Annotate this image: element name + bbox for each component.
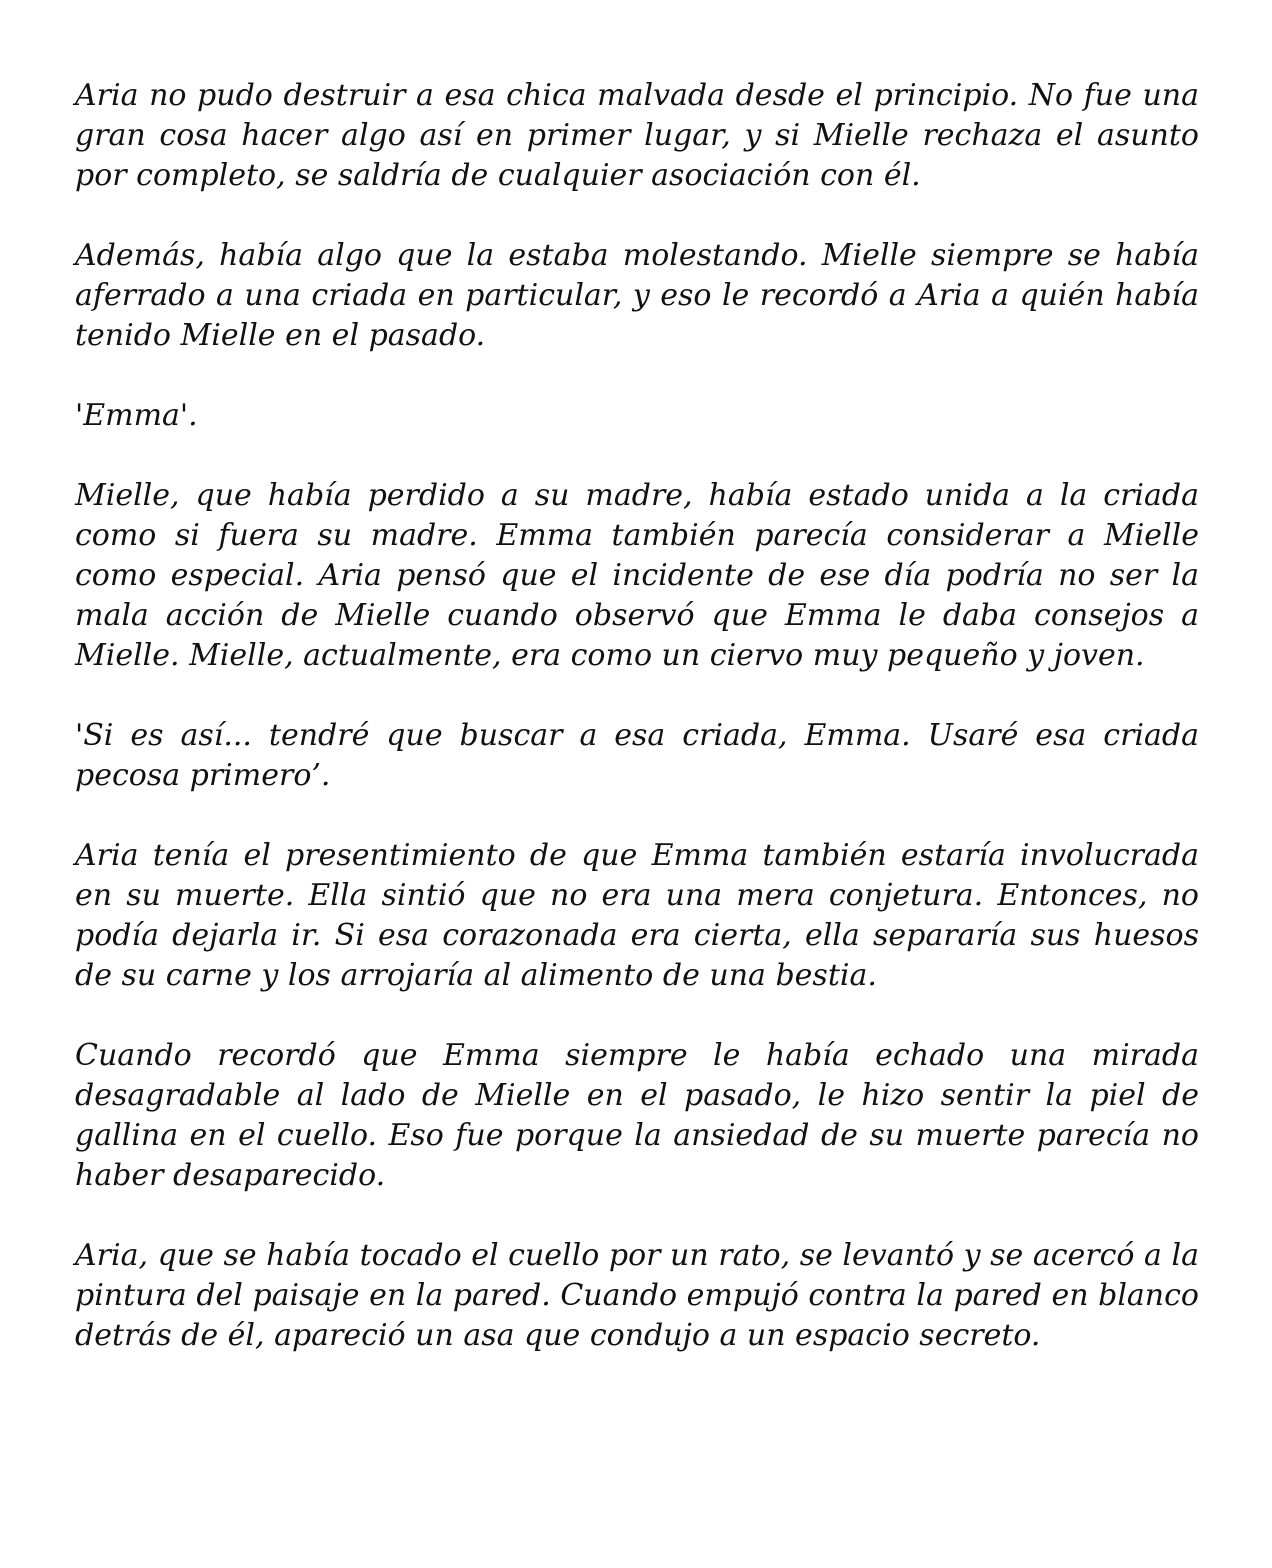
paragraph-6: Aria tenía el presentimiento de que Emma también estaría involucrada en su muerte. Ella sintió que no era una mera conjetura. Entonces, no podía dejarla ir. Si esa corazonada era cierta, ella separaría sus huesos de su carne y los arrojaría al alimento de una bestia. [75, 838, 1199, 993]
paragraph-4: Mielle, que había perdido a su madre, había estado unida a la criada como si fuera su madre. Emma también parecía considerar a Mielle como especial. Aria pensó que el incidente de ese día podría no ser la mala acción de Mielle cuando observó que Emma le daba consejos a Mielle. Mielle, actualmente, era como un ciervo muy pequeño y joven. [75, 478, 1199, 673]
paragraph-3: 'Emma'. [75, 398, 198, 433]
paragraph-2: Además, había algo que la estaba molestando. Mielle siempre se había aferrado a una criada en particular, y eso le recordó a Aria a quién había tenido Mielle en el pasado. [75, 238, 1199, 353]
paragraph-7: Cuando recordó que Emma siempre le había echado una mirada desagradable al lado de Mielle en el pasado, le hizo sentir la piel de gallina en el cuello. Eso fue porque la ansiedad de su muerte parecía no haber desaparecido. [75, 1038, 1199, 1193]
document-page [75, 76, 1199, 1356]
paragraph-5: 'Si es así... tendré que buscar a esa criada, Emma. Usaré esa criada pecosa primero’. [75, 718, 1199, 793]
paragraph-1: Aria no pudo destruir a esa chica malvada desde el principio. No fue una gran cosa hacer algo así en primer lugar, y si Mielle rechaza el asunto por completo, se saldría de cualquier asociación con él. [75, 78, 1199, 193]
paragraph-8: Aria, que se había tocado el cuello por un rato, se levantó y se acercó a la pintura del paisaje en la pared. Cuando empujó contra la pared en blanco detrás de él, apareció un asa que condujo a un espacio secreto. [75, 1238, 1199, 1353]
